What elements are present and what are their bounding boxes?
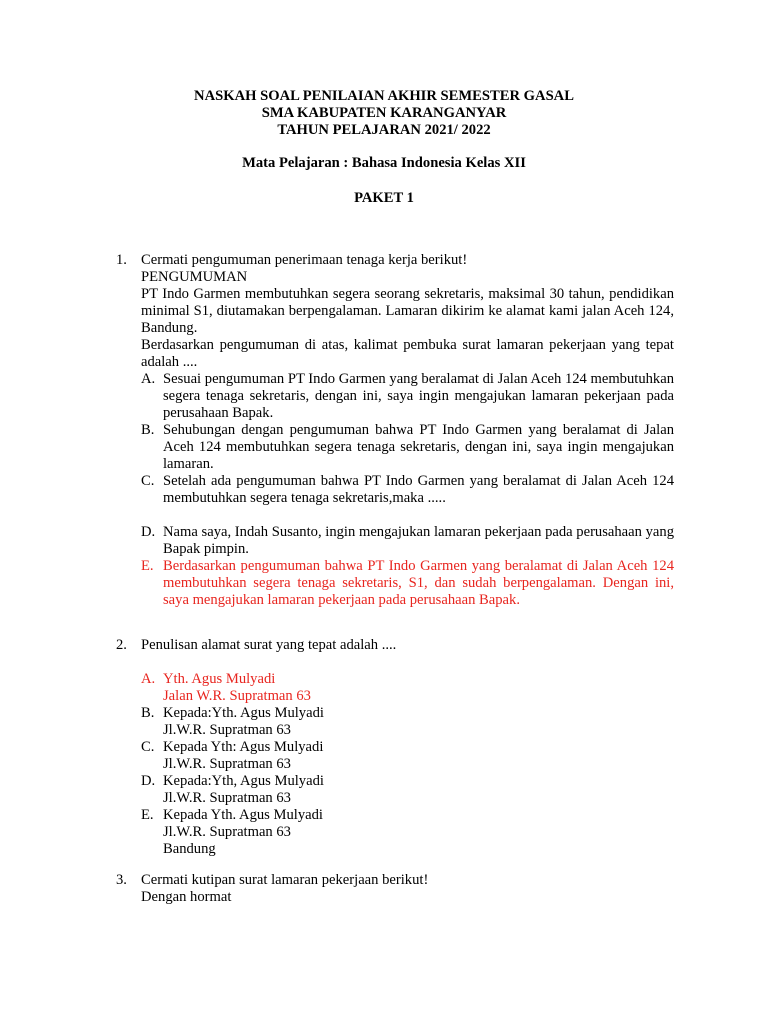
option-letter: E. <box>141 807 154 823</box>
announcement-title: PENGUMUMAN <box>141 269 248 285</box>
option-line: Kepada:Yth. Agus Mulyadi <box>163 705 324 721</box>
option-text: Setelah ada pengumuman bahwa PT Indo Garmen yang beralamat di Jalan Aceh 124 membutuhkan segera tenaga sekretaris,maka ..... <box>163 473 674 506</box>
option-d <box>141 773 674 807</box>
option-text: Sehubungan dengan pengumuman bahwa PT Indo Garmen yang beralamat di Jalan Aceh 124 membutuhkan segera tenaga sekretaris, dengan ini, saya ingin mengajukan lamaran. <box>163 422 674 472</box>
document-header <box>0 88 768 139</box>
option-text: Sesuai pengumuman PT Indo Garmen yang beralamat di Jalan Aceh 124 membutuhkan segera tenaga sekretaris, dengan ini, saya ingin mengajukan lamaran pekerjaan pada perusahaan Bapak. <box>163 371 674 421</box>
subject-line: Mata Pelajaran : Bahasa Indonesia Kelas XII <box>242 155 526 171</box>
option-letter: B. <box>141 422 155 438</box>
question-body <box>141 872 674 906</box>
option-line: Kepada:Yth, Agus Mulyadi <box>163 773 324 789</box>
option-line: Jalan W.R. Supratman 63 <box>163 688 311 704</box>
question-number: 1. <box>116 252 127 268</box>
option-letter: D. <box>141 773 156 789</box>
option-letter: A. <box>141 371 156 387</box>
question-body <box>141 252 674 609</box>
option-letter: C. <box>141 739 155 755</box>
option-text: Nama saya, Indah Susanto, ingin mengajukan lamaran pekerjaan pada perusahaan yang Bapak pimpin. <box>163 524 674 557</box>
question-number: 3. <box>116 872 127 888</box>
question-prompt: Penulisan alamat surat yang tepat adalah .... <box>141 637 397 653</box>
option-a-correct-answer <box>141 671 674 705</box>
option-text: Berdasarkan pengumuman bahwa PT Indo Garmen yang beralamat di Jalan Aceh 124 membutuhkan segera tenaga sekretaris, S1, dan sudah berpengalaman. Dengan ini, saya mengajukan lamaran pekerjaan pada perusahaan Bapak. <box>163 558 674 608</box>
option-d <box>141 524 674 558</box>
question-2 <box>116 637 674 858</box>
option-e <box>141 807 674 858</box>
package-label: PAKET 1 <box>354 190 414 206</box>
question-3 <box>116 872 674 906</box>
option-a <box>141 371 674 422</box>
option-line: Jl.W.R. Supratman 63 <box>163 722 291 738</box>
option-line: Jl.W.R. Supratman 63 <box>163 824 291 840</box>
option-line: Jl.W.R. Supratman 63 <box>163 790 291 806</box>
option-letter: B. <box>141 705 155 721</box>
option-letter: C. <box>141 473 155 489</box>
question-prompt: Cermati pengumuman penerimaan tenaga kerja berikut! <box>141 252 468 268</box>
question-1 <box>116 252 674 609</box>
header-year-line: TAHUN PELAJARAN 2021/ 2022 <box>277 122 491 138</box>
option-c <box>141 473 674 507</box>
announcement-text: PT Indo Garmen membutuhkan segera seorang sekretaris, maksimal 30 tahun, pendidikan minimal S1, diutamakan berpengalaman. Lamaran dikirim ke alamat kami jalan Aceh 124, Bandung. <box>141 286 674 336</box>
option-letter: A. <box>141 671 156 687</box>
option-line: Jl.W.R. Supratman 63 <box>163 756 291 772</box>
question-number: 2. <box>116 637 127 653</box>
option-letter: E. <box>141 558 154 574</box>
option-line: Kepada Yth: Agus Mulyadi <box>163 739 324 755</box>
option-c <box>141 739 674 773</box>
question-stem: Berdasarkan pengumuman di atas, kalimat pembuka surat lamaran pekerjaan yang tepat adalah .... <box>141 337 674 370</box>
question-body <box>141 637 674 858</box>
letter-excerpt-line: Dengan hormat <box>141 889 232 905</box>
option-line: Kepada Yth. Agus Mulyadi <box>163 807 323 823</box>
header-title-line: NASKAH SOAL PENILAIAN AKHIR SEMESTER GASAL <box>194 88 574 104</box>
option-e-correct-answer <box>141 558 674 609</box>
option-b <box>141 705 674 739</box>
option-line: Bandung <box>163 841 216 857</box>
option-line: Yth. Agus Mulyadi <box>163 671 276 687</box>
header-school-line: SMA KABUPATEN KARANGANYAR <box>261 105 507 121</box>
option-letter: D. <box>141 524 156 540</box>
option-b <box>141 422 674 473</box>
question-prompt: Cermati kutipan surat lamaran pekerjaan berikut! <box>141 872 429 888</box>
